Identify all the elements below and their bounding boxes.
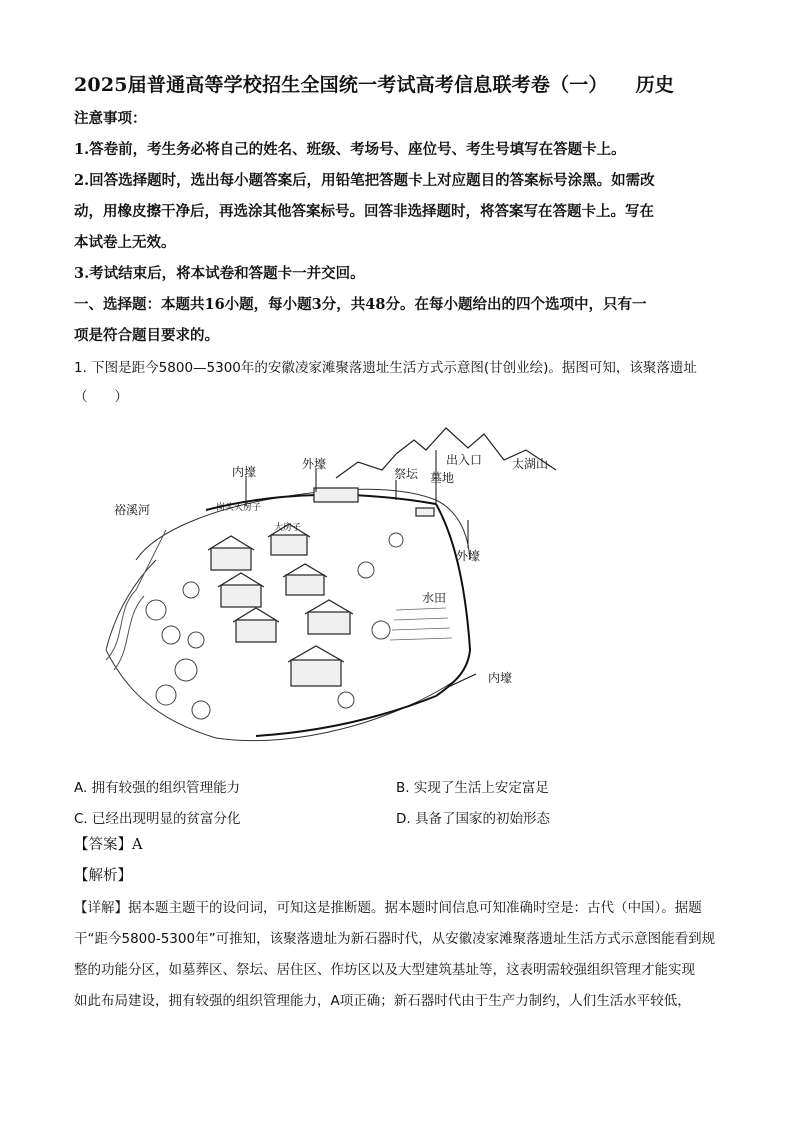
option-d: D. 具备了国家的初始形态	[396, 811, 550, 827]
notice-item-2: 2.回答选择题时，选出每小题答案后，用铅笔把答题卡上对应题目的答案标号涂黑。如需改	[74, 172, 655, 189]
notice-item-3: 3.考试结束后，将本试卷和答题卡一并交回。	[74, 265, 365, 282]
label-inner-moat-bottom: 内壕	[488, 671, 513, 685]
answer-value: A	[132, 837, 143, 853]
label-river: 裕溪河	[114, 503, 151, 517]
label-altar: 祭坛	[394, 467, 419, 481]
option-c: C. 已经出现明显的贫富分化	[74, 811, 241, 827]
question-stem: 1. 下图是距今5800—5300年的安徽凌家滩聚落遗址生活方式示意图(甘创业绘)。据图可知，该聚落遗址	[74, 360, 697, 376]
notice-item-2-end: 本试卷上无效。	[74, 234, 176, 251]
analysis-label: 【解析】	[74, 868, 132, 884]
notice-item-2-cont: 动，用橡皮擦干净后，再选涂其他答案标号。回答非选择题时，将答案写在答题卡上。写在	[74, 203, 654, 220]
label-big-house-gangtou: 岗头大房子	[216, 503, 262, 513]
title-text: 2025届普通高等学校招生全国统一考试高考信息联考卷（一）	[74, 74, 608, 96]
leader-lines	[246, 450, 476, 688]
section-heading-line2: 项是符合题目要求的。	[74, 327, 219, 344]
notice-item-1: 1.答卷前，考生务必将自己的姓名、班级、考场号、座位号、考生号填写在答题卡上。	[74, 141, 626, 158]
label-tomb: 墓地	[430, 471, 455, 485]
label-paddy: 水田	[422, 591, 447, 605]
label-mountain: 太湖山	[512, 457, 549, 471]
subject-text: 历史	[635, 74, 675, 96]
detail-line-1: 【详解】据本题主题干的设问词，可知这是推断题。据本题时间信息可知准确时空是：古代（中国）。据题	[74, 900, 702, 916]
label-inner-moat-top: 内壕	[232, 465, 257, 479]
exam-title	[74, 70, 734, 97]
detail-line-3: 整的功能分区，如墓葬区、祭坛、居住区、作坊区以及大型建筑基址等，这表明需较强组织管理才能实现	[74, 962, 695, 978]
settlement-map-figure	[96, 420, 566, 750]
answer-label: 【答案】	[74, 837, 132, 853]
label-big-house: 大房子	[274, 523, 302, 533]
section-heading-line1: 一、选择题：本题共16小题，每小题3分，共48分。在每小题给出的四个选项中，只有一	[74, 296, 647, 313]
houses	[208, 488, 434, 686]
paddy-pattern	[390, 608, 452, 640]
option-a: A. 拥有较强的组织管理能力	[74, 780, 241, 796]
label-entrance: 出入口	[446, 453, 483, 467]
detail-line-2: 干“距今5800-5300年”可推知，该聚落遗址为新石器时代，从安徽凌家滩聚落遗址生活方式示意图能看到规	[74, 931, 716, 947]
option-b: B. 实现了生活上安定富足	[396, 780, 549, 796]
question-stem-paren: （ ）	[74, 389, 128, 405]
answer-line	[74, 830, 724, 861]
label-outer-moat-right: 外壕	[456, 549, 481, 563]
notice-heading: 注意事项：	[74, 110, 147, 127]
detail-line-4: 如此布局建设，拥有较强的组织管理能力，A项正确；新石器时代由于生产力制约，人们生活水平较低，	[74, 993, 691, 1009]
label-outer-moat-top: 外壕	[302, 457, 327, 471]
